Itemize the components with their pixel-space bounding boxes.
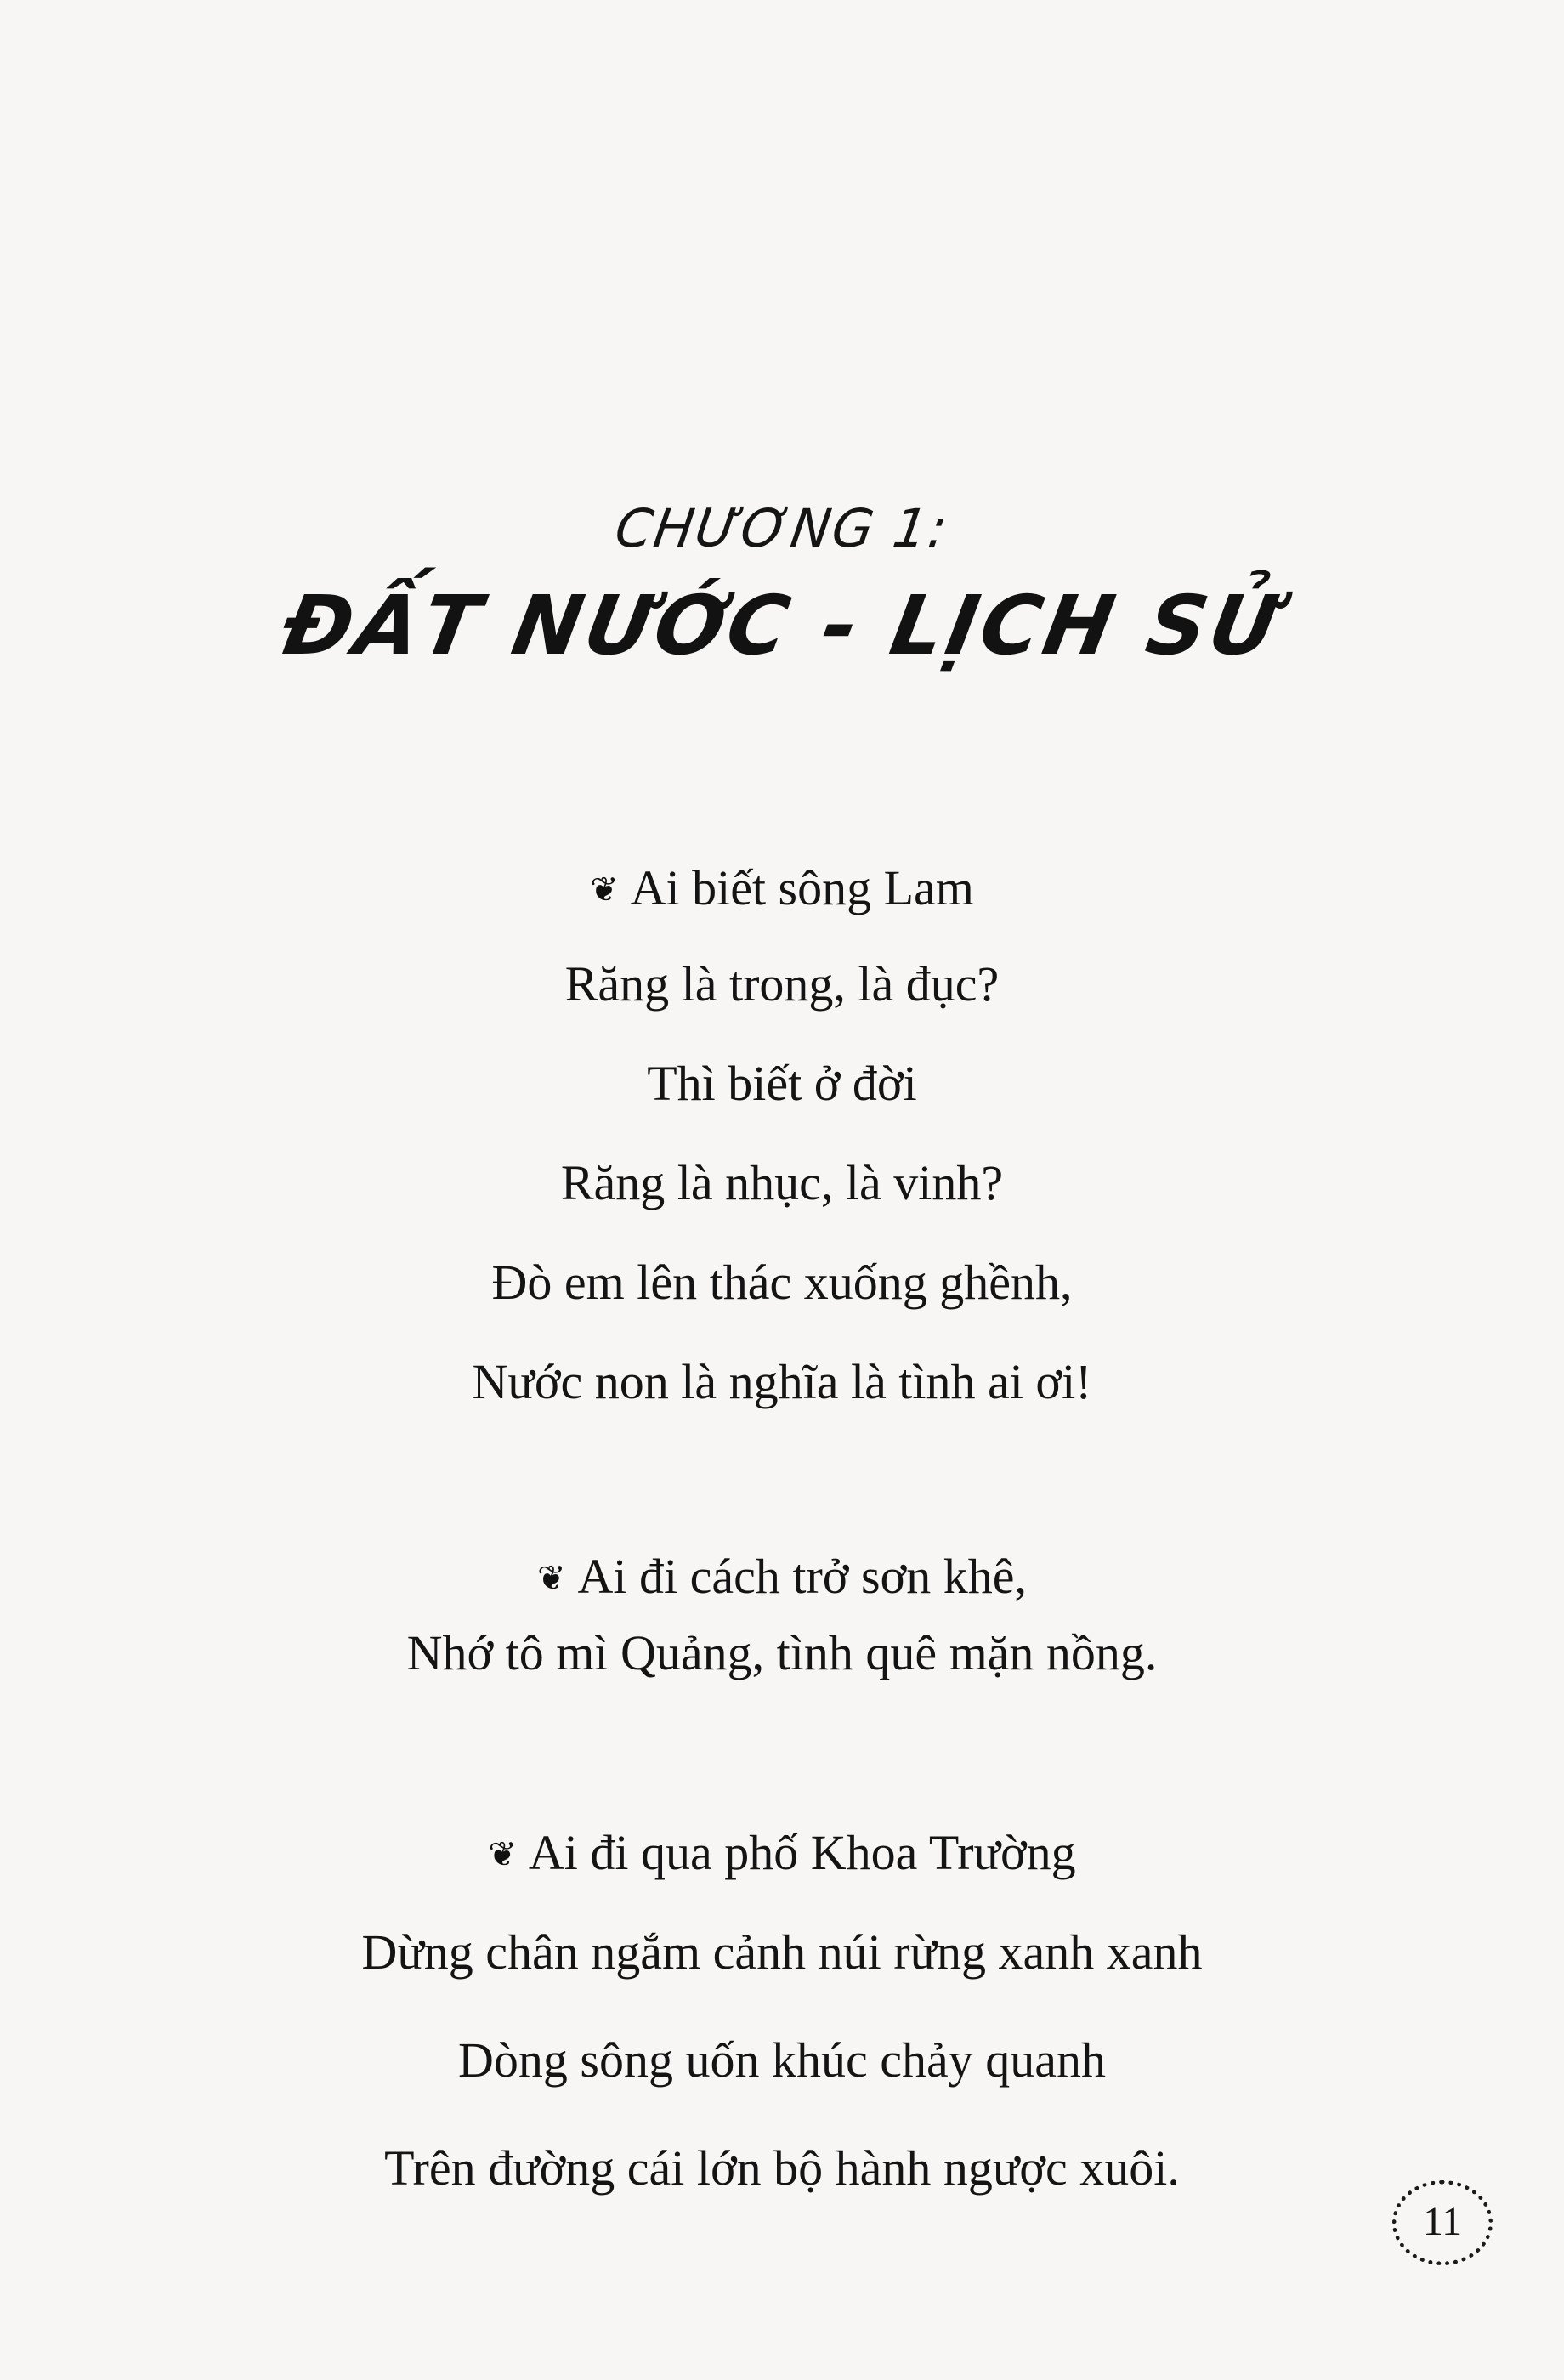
chapter-title: ĐẤT NƯỚC - LỊCH SỬ <box>275 578 1289 673</box>
verse-line: Nước non là nghĩa là tình ai ơi! <box>472 1354 1092 1409</box>
verse-line: ❦ Ai đi cách trở sơn khê, <box>0 1547 1564 1608</box>
verse-line: Trên đường cái lớn bộ hành ngược xuôi. <box>384 2140 1180 2196</box>
leaf-bullet-icon: ❦ <box>590 870 619 909</box>
verse-line: Thì biết ở đời <box>647 1056 917 1111</box>
verse-line: Răng là trong, là đục? <box>564 956 1000 1012</box>
leaf-bullet-icon: ❦ <box>537 1559 566 1597</box>
verse-line: ❦ Ai đi qua phố Khoa Trường <box>0 1823 1564 1884</box>
leaf-bullet-icon: ❦ <box>488 1835 517 1873</box>
verse-line: ❦ Ai biết sông Lam <box>0 858 1564 920</box>
verse-line: Răng là nhục, là vinh? <box>560 1155 1004 1210</box>
verse-line: Dừng chân ngắm cảnh núi rừng xanh xanh <box>361 1924 1203 1980</box>
verse-line: Dòng sông uốn khúc chảy quanh <box>458 2032 1106 2088</box>
verse-line: Đò em lên thác xuống ghềnh, <box>491 1255 1073 1310</box>
page-number: 11 <box>1392 2180 1493 2265</box>
chapter-label: CHƯƠNG 1: <box>611 497 953 559</box>
verse-line: Nhớ tô mì Quảng, tình quê mặn nồng. <box>406 1625 1158 1680</box>
